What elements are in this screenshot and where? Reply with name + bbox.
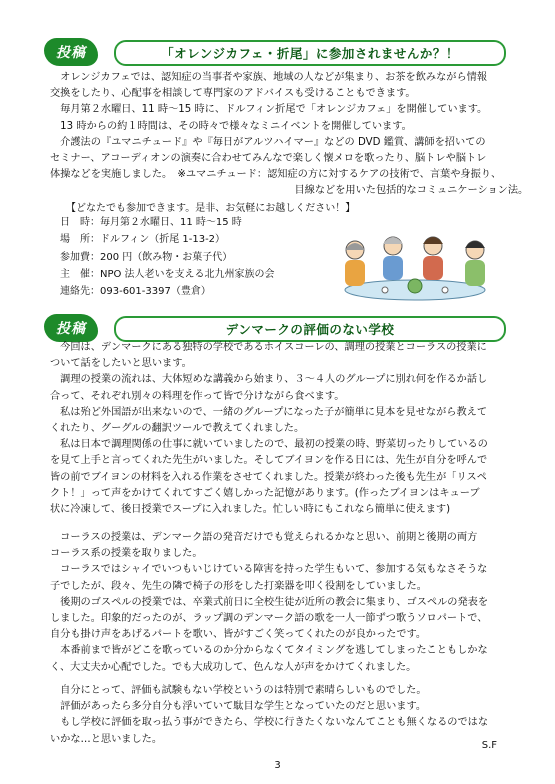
text-line: 自分も掛け声をあげるパートを歌い、皆がすごく笑ってくれたのが良かったです。 bbox=[50, 629, 427, 641]
event-info bbox=[60, 214, 320, 300]
text-line: 私は殆ど外国語が出来ないので、一緒のグループになった子が簡単に見本を見せながら教えて bbox=[50, 406, 488, 418]
text-line: 目線などを用いた包括的なコミュニケーション法。 bbox=[50, 185, 529, 197]
text-line: ついて話をしたいと思います。 bbox=[50, 358, 192, 370]
post-badge: 投稿 bbox=[44, 38, 98, 66]
section2-paragraph-3 bbox=[50, 683, 505, 748]
text-line: もし学校に評価を取っ払う事ができたら、学校に行きたくないなんてことも無くなるのではな bbox=[50, 717, 489, 729]
text-line: 子でしたが、段々、先生の隣で椅子の形をした打楽器を叩く役割をしていました。 bbox=[50, 580, 427, 592]
text-line: オレンジカフェでは、認知症の当事者や家族、地域の人などが集まり、お茶を飲みながら情報 bbox=[50, 72, 488, 83]
section1-header bbox=[44, 38, 506, 66]
text-line: 評価があったら多分自分も浮いていて駄目な学生となっていたのだと思います。 bbox=[50, 701, 427, 713]
text-line: 状に冷凍して、後日授業でスープに入れました。忙しい時にもこれなら簡単に使えます) bbox=[50, 504, 451, 516]
text-line: 主 催：NPO 法人老いを支える北九州家族の会 bbox=[60, 268, 275, 280]
text-line: 自分にとって、評価も試験もない学校というのは特別で素晴らしいものでした。 bbox=[50, 685, 427, 696]
text-line: 後期のゴスペルの授業では、卒業式前日に全校生徒が近所の教会に集まり、ゴスペルの発表を bbox=[50, 596, 489, 608]
text-line: 参加費：200 円（飲み物・お菓子代） bbox=[60, 251, 233, 263]
text-line: 介護法の『ユマニチュード』や『毎日がアルツハイマー』などの DVD 鑑賞、講師を招いての bbox=[50, 136, 486, 148]
signature: S.F bbox=[481, 740, 497, 751]
text-line: 合って、それぞれ別々の料理を作って皆で分けながら食べます。 bbox=[50, 390, 345, 402]
text-line: 体操などを実施しました。 ※ユマニチュード：認知症の方に対するケアの技術で、言葉や身振り、 bbox=[50, 169, 502, 181]
page-number: 3 bbox=[274, 760, 281, 771]
text-line: 今回は、デンマークにある独特の学校であるホイスコーレの、調理の授業とコーラスの授業に bbox=[50, 342, 487, 353]
person-icon bbox=[423, 237, 443, 280]
person-icon bbox=[465, 241, 485, 286]
text-line: いかな…と思いました。 bbox=[50, 733, 163, 745]
text-line: く、大丈夫か心配でした。でも大成功して、色んな人が声をかけてくれました。 bbox=[50, 661, 417, 673]
text-line: コーラス系の授業を取りました。 bbox=[50, 548, 203, 560]
text-line: 場 所：ドルフィン（折尾 1-13-2） bbox=[60, 234, 226, 246]
section1-title: 「オレンジカフェ・折尾」に参加されませんか？！ bbox=[114, 40, 506, 66]
text-line: クト！」って声をかけてくれてすごく嬉しかった記憶があります。(作ったブイヨンはキューブ bbox=[50, 487, 480, 499]
text-line: コーラスではシャイでいつもいじけている障害を持った学生もいて、参加する気もなさそうな bbox=[50, 564, 488, 576]
text-line: 交換をしたり、心配事を相談して専門家のアドバイスも受けることもできます。 bbox=[50, 88, 416, 100]
text-line: 皆の前でブイヨンの材料を入れる作業をさせてくれました。授業が終わった後も先生が「リスペ bbox=[50, 471, 487, 483]
text-line: 13 時からの約１時間は、その時々で様々なミニイベントを開催しています。 bbox=[50, 120, 412, 132]
text-line: を見て上手と言ってくれた先生がいました。そしてブイヨンを作る日には、先生が自分を呼んで bbox=[50, 455, 488, 467]
text-line: 私は日本で調理関係の仕事に就いていましたので、最初の授業の時、野菜切ったりしているの bbox=[50, 439, 488, 451]
text-line: 調理の授業の流れは、大体短めな講義から始まり、３～４人のグループに別れ何を作るか話し bbox=[50, 374, 488, 386]
person-icon bbox=[383, 237, 403, 280]
info-header: 【どなたでも参加できます。是非、お気軽にお越しください！】 bbox=[66, 203, 356, 214]
section2-title: デンマークの評価のない学校 bbox=[114, 316, 506, 342]
text-line: 毎月第２水曜日、11 時～15 時に、ドルフィン折尾で「オレンジカフェ」を開催しています。 bbox=[50, 104, 488, 116]
text-line: 本番前まで皆がどこを歌っているのか分からなくてタイミングを逃してしまったこともしかな bbox=[50, 645, 488, 657]
post-badge: 投稿 bbox=[44, 314, 98, 342]
person-icon bbox=[345, 241, 365, 286]
section2-paragraph-1 bbox=[50, 340, 505, 518]
text-line: セミナー、アコーディオンの演奏に合わせてみんなで楽しく懐メロを歌ったり、脳トレや脳トレ bbox=[50, 153, 487, 165]
section2-header bbox=[44, 314, 506, 342]
section1-body bbox=[50, 70, 529, 200]
text-line: しました。印象的だったのが、ラップ調のデンマーク語の歌を一人一節ずつ歌うソロパートで、 bbox=[50, 613, 488, 625]
text-line: 連絡先：093-601-3397（豊倉） bbox=[60, 286, 211, 298]
section2-paragraph-2 bbox=[50, 530, 505, 676]
cafe-illustration bbox=[315, 232, 515, 304]
text-line: 日 時：毎月第２水曜日、11 時～15 時 bbox=[60, 217, 242, 228]
text-line: コーラスの授業は、デンマーク語の発音だけでも覚えられるかなと思い、前期と後期の両方 bbox=[50, 532, 478, 543]
text-line: くれたり、グーグルの翻訳ツールで教えてくれました。 bbox=[50, 423, 305, 435]
